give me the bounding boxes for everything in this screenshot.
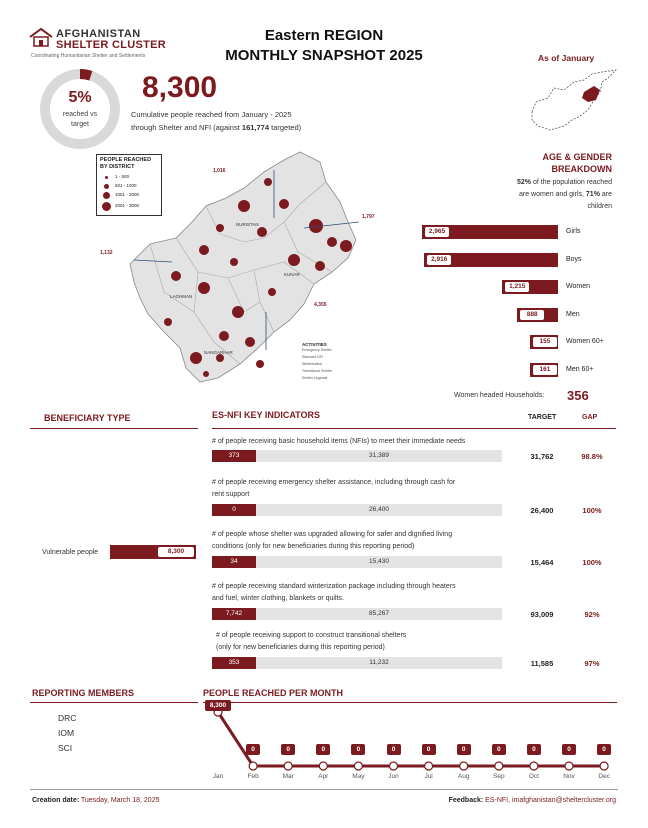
age-gender-label: Women 60+ xyxy=(566,338,604,345)
logo-line1: AFGHANISTAN xyxy=(56,28,141,40)
indicator-gap: 97% xyxy=(584,659,600,668)
legend-item-2: 501 - 1000 xyxy=(115,183,137,188)
per-month-point xyxy=(565,762,573,770)
indicator-question-line2: and fuel, winter clothing, blankets or quilts. xyxy=(212,595,344,602)
map-label-kunar: KUNAR xyxy=(284,272,300,277)
month-label: Dec xyxy=(598,773,610,780)
indicator-target: 11,585 xyxy=(530,659,554,668)
member-sci: SCI xyxy=(58,743,73,753)
indicator-gap: 92% xyxy=(584,610,600,619)
age-gender-label: Boys xyxy=(566,255,582,263)
callout-nuristan-value: 1,016 xyxy=(213,168,226,174)
indicator-reached: 0 xyxy=(212,504,256,516)
per-month-point xyxy=(319,762,327,770)
indicator-gap: 100% xyxy=(582,506,602,515)
beneficiary-value: 8,300 xyxy=(158,547,194,557)
month-label: Aug xyxy=(457,773,470,780)
month-value: 0 xyxy=(492,744,506,755)
footer-rule xyxy=(30,789,618,790)
month-value: 0 xyxy=(527,744,541,755)
indicator-reached: 7,742 xyxy=(212,608,256,620)
age-gender-label: Men xyxy=(566,310,580,318)
people-reached-total: 8,300 xyxy=(142,71,218,104)
desc-line1: Cumulative people reached from January - 2025 xyxy=(131,110,292,119)
indicator-reached: 34 xyxy=(212,556,256,568)
month-label: Apr xyxy=(318,773,329,780)
indicator-question-line2: rent support xyxy=(212,491,250,498)
month-label: Feb xyxy=(247,773,259,780)
indicator-gap: 100% xyxy=(582,558,602,567)
legend-item-3: 1001 - 2000 xyxy=(115,192,140,197)
member-drc: DRC xyxy=(58,713,77,723)
gap-header: GAP xyxy=(582,414,598,421)
note-b: are women and girls, xyxy=(518,191,584,198)
month-label: Jan xyxy=(212,773,224,780)
month-value: 0 xyxy=(246,744,260,755)
feedback xyxy=(396,797,616,804)
logo-line3: Coordinating Humanitarian Shelter and Settlements xyxy=(31,53,146,59)
percent-sub1: reached vs xyxy=(62,111,98,118)
note-c: are xyxy=(601,191,612,198)
indicator-remaining: 15,430 xyxy=(369,558,389,565)
indicator-question-line2: conditions (only for new beneficiaries during this reporting period) xyxy=(212,543,415,550)
desc-line2b: targeted) xyxy=(271,123,302,132)
age-gender-title2: BREAKDOWN xyxy=(551,164,612,174)
indicators-title: ES-NFI KEY INDICATORS xyxy=(212,410,321,420)
legend-item-1: 1 - 500 xyxy=(115,174,130,179)
as-of-value: January xyxy=(561,53,595,63)
age-gender-value: 2,965 xyxy=(425,227,449,237)
month-value: 8,300 xyxy=(205,700,231,711)
legend-title-line1: PEOPLE REACHED xyxy=(100,157,152,163)
age-gender-label: Girls xyxy=(566,228,581,235)
month-value: 0 xyxy=(562,744,576,755)
per-month-point xyxy=(425,762,433,770)
month-label: Mar xyxy=(282,773,294,780)
activity-3: Winterization xyxy=(302,362,323,366)
indicator-remaining: 11,232 xyxy=(369,659,389,666)
activity-5: Shelter Upgrade xyxy=(302,376,328,380)
indicator-question-line1: # of people whose shelter was upgraded allowing for safer and dignified living xyxy=(212,531,453,538)
desc-target: 161,774 xyxy=(241,123,270,132)
indicator-target: 26,400 xyxy=(530,506,554,515)
age-gender-value: 1,215 xyxy=(505,282,529,292)
indicator-remaining: 85,267 xyxy=(369,610,389,617)
month-value: 0 xyxy=(597,744,611,755)
as-of-label: As of xyxy=(538,53,560,63)
creation-label: Creation date: xyxy=(32,797,80,804)
indicator-reached: 353 xyxy=(212,657,256,669)
indicator-remaining: 31,389 xyxy=(369,452,389,459)
desc-line2a: through Shelter and NFI (against xyxy=(131,123,240,132)
indicator-reached: 373 xyxy=(212,450,256,462)
per-month-point xyxy=(530,762,538,770)
month-value: 0 xyxy=(316,744,330,755)
month-label: Nov xyxy=(563,773,575,780)
per-month-point xyxy=(460,762,468,770)
beneficiary-label: Vulnerable people xyxy=(42,549,99,556)
per-month-point xyxy=(600,762,608,770)
age-gender-label: Women xyxy=(566,283,590,290)
indicator-target: 31,762 xyxy=(530,452,554,461)
month-label: Oct xyxy=(528,773,539,780)
member-iom: IOM xyxy=(58,728,75,738)
month-label: May xyxy=(352,773,365,780)
indicator-target: 93,009 xyxy=(530,610,554,619)
note-pct1: 52% xyxy=(517,179,532,186)
creation-date xyxy=(32,797,160,804)
per-month-line xyxy=(218,712,604,766)
activity-2: Standard NFI xyxy=(302,355,323,359)
age-gender-label: Men 60+ xyxy=(566,365,594,373)
logo-line2: SHELTER CLUSTER xyxy=(56,39,167,51)
activity-1: Emergency Shelter xyxy=(302,348,332,352)
target-header: TARGET xyxy=(528,414,557,421)
month-value: 0 xyxy=(387,744,401,755)
percent-reached: 5% xyxy=(68,89,92,106)
age-gender-value: 161 xyxy=(533,365,557,375)
map-label-nuristan: NURISTAN xyxy=(236,222,259,227)
age-gender-value: 888 xyxy=(520,310,544,320)
age-gender-title1: AGE & GENDER xyxy=(542,152,612,162)
map-label-laghman: LAGHMAN xyxy=(170,294,193,299)
note-a: of the population reached xyxy=(532,179,612,186)
legend-item-4: 2001 - 3000 xyxy=(115,203,140,208)
beneficiary-title: BENEFICIARY TYPE xyxy=(44,413,131,423)
note-d: children xyxy=(587,203,612,210)
month-value: 0 xyxy=(351,744,365,755)
callout-laghman-value: 1,132 xyxy=(100,250,113,256)
note-pct2: 71% xyxy=(585,191,600,198)
reporting-title: REPORTING MEMBERS xyxy=(32,688,135,698)
indicator-question-line1: # of people receiving basic household items (NFIs) to meet their immediate needs xyxy=(212,438,466,445)
age-gender-value: 155 xyxy=(533,337,557,347)
month-label: Sep xyxy=(493,773,505,780)
month-label: Jul xyxy=(424,773,433,780)
indicator-question-line2: (only for new beneficiaries during this reporting period) xyxy=(216,644,385,651)
per-month-point xyxy=(284,762,292,770)
callout-kunar-value: 1,797 xyxy=(362,214,375,220)
feedback-label: Feedback: xyxy=(448,797,484,804)
indicator-question-line1: # of people receiving emergency shelter assistance, including through cash for xyxy=(212,479,456,486)
month-value: 0 xyxy=(422,744,436,755)
per-month-point xyxy=(495,762,503,770)
indicator-target: 15,464 xyxy=(530,558,554,567)
indicator-question-line1: # of people receiving standard winterization package including through heaters xyxy=(212,583,456,590)
per-month-point xyxy=(354,762,362,770)
whh-value: 356 xyxy=(567,388,589,403)
month-label: Jun xyxy=(388,773,399,780)
activities-title: ACTIVITIES xyxy=(302,342,327,347)
indicator-question-line1: # of people receiving support to construct transitional shelters xyxy=(216,632,407,639)
legend-title-line2: BY DISTRICT xyxy=(100,164,135,170)
creation-value: Tuesday, March 18, 2025 xyxy=(80,797,160,804)
page-title-snapshot: MONTHLY SNAPSHOT 2025 xyxy=(225,47,423,64)
per-month-point xyxy=(249,762,257,770)
page-title-region: Eastern REGION xyxy=(264,27,384,44)
map-label-nangarhar: NANGARHAR xyxy=(204,350,233,355)
per-month-title: PEOPLE REACHED PER MONTH xyxy=(203,688,344,698)
indicator-remaining: 26,400 xyxy=(369,506,389,513)
percent-sub2: target xyxy=(71,121,89,128)
feedback-value: ES-NFI, imafghanistan@sheltercluster.org xyxy=(485,797,616,804)
activity-4: Transitional Shelter xyxy=(302,369,333,373)
per-month-point xyxy=(390,762,398,770)
age-gender-value: 2,916 xyxy=(427,255,451,265)
indicator-gap: 98.8% xyxy=(581,452,603,461)
whh-label: Women headed Households: xyxy=(454,392,545,399)
month-value: 0 xyxy=(281,744,295,755)
month-value: 0 xyxy=(457,744,471,755)
callout-nangarhar-value: 4,355 xyxy=(314,302,327,308)
